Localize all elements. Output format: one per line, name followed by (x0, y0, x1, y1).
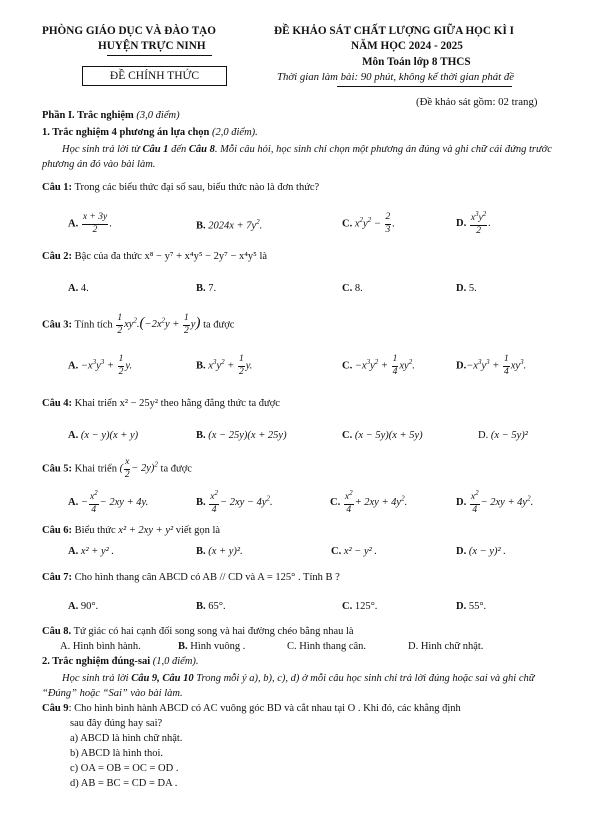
q4-option-b (196, 430, 287, 441)
q7-label: Câu 7: (42, 572, 73, 583)
q6-label: Câu 6: (42, 525, 73, 536)
q6-text: viết gọn là (173, 525, 221, 536)
sec2-points: (1,0 điểm). (152, 656, 199, 667)
option-letter: C. (287, 641, 297, 652)
option-letter: C. (342, 283, 353, 294)
option-letter: B. (196, 546, 206, 557)
q5-option-c: C. $\frac{x^2}{4}$ + $2xy + 4y^2$. (330, 489, 408, 515)
option-text: 4. (80, 283, 89, 294)
option-letter: A. (68, 546, 79, 557)
exam-title: ĐỀ KHẢO SÁT CHẤT LƯỢNG GIỮA HỌC KÌ I (274, 25, 514, 37)
option-text: x² − y² . (343, 546, 378, 557)
sec2-heading (42, 656, 199, 667)
option-text: Hình bình hành. (72, 641, 141, 652)
q4-option-a (68, 430, 138, 441)
part1-title: Phần I. Trắc nghiệm (42, 110, 134, 121)
q9-item-a: a) ABCD là hình chữ nhật. (70, 733, 183, 744)
option-letter: B. (196, 360, 206, 372)
q7-option-b (196, 601, 226, 612)
option-letter: D. (456, 360, 467, 372)
q8-option-c (287, 641, 366, 652)
q6-option-d (456, 546, 506, 557)
sec1-points: (2,0 điểm). (212, 127, 258, 138)
option-text: (x − y)(x + y) (80, 430, 139, 441)
option-letter: C. (331, 546, 342, 557)
q1-option-a: A. $\frac{x + 3y}{2}$ . (68, 212, 112, 235)
q3-label: Câu 3: (42, 319, 73, 331)
q6-option-b (196, 546, 243, 557)
instr-part: Học sinh trả lời từ (62, 144, 143, 155)
q1-option-c: C. $x^2y^2$ − $\frac{2}{3}$ . (342, 212, 395, 235)
option-text: Hình vuông . (190, 641, 246, 652)
school-year: NĂM HỌC 2024 - 2025 (351, 40, 463, 52)
q6-text: Biểu thức (72, 525, 119, 536)
q8-option-d (408, 641, 483, 652)
q7-option-d (456, 601, 486, 612)
option-letter: A. (68, 430, 79, 441)
q7-text: Cho hình thang cân ABCD có AB // CD và A = 125° . Tính B ? (72, 572, 340, 583)
time-underline (337, 86, 512, 87)
option-text: 8. (354, 283, 363, 294)
q2-label: Câu 2: (42, 251, 73, 262)
option-text: Hình thang cân. (299, 641, 367, 652)
instr-part: Trong mỗi ý a), b), c), d) ở mỗi câu học sinh chỉ trả lời đúng hoặc sai và ghi chữ “Đúng” hoặc “Sai” vào bài làm. (42, 673, 535, 699)
option-text: 7. (208, 283, 217, 294)
option-letter: A. (68, 496, 79, 508)
option-text: Hình chữ nhật. (420, 641, 484, 652)
part1-points: (3,0 điểm) (136, 110, 180, 121)
option-letter: D. (408, 641, 419, 652)
option-letter: B. (196, 220, 206, 232)
q5-option-b: B. $\frac{x^2}{4}$ − $2xy - 4y^2$. (196, 489, 273, 515)
option-letter: B. (178, 641, 188, 652)
org-underline (107, 55, 212, 56)
option-text: 5. (468, 283, 477, 294)
q6-stem (42, 525, 220, 536)
q2-option-a (68, 283, 89, 294)
q5-stem: Câu 5: Khai triển ( $\frac{x}{2}$ − 2y)$^2$ ta được (42, 457, 192, 480)
q4-stem (42, 398, 280, 409)
org-line2: HUYỆN TRỰC NINH (98, 40, 206, 52)
q5-text: Khai triển (72, 463, 120, 475)
q8-option-a (60, 641, 141, 652)
option-letter: C. (342, 360, 353, 372)
option-text: 125°. (354, 601, 378, 612)
option-letter: A. (68, 218, 79, 230)
option-letter: B. (196, 601, 206, 612)
q3-option-c: C. $-x^3y^2$ + $\frac{1}{4}$ $xy^2$. (342, 354, 415, 377)
q4-label: Câu 4: (42, 398, 73, 409)
part1-heading (42, 110, 180, 121)
q1-stem (42, 182, 319, 193)
q1-label: Câu 1: (42, 182, 73, 193)
q3-option-d: $D.-x^3y^3$ + $\frac{1}{4}$ $xy^3$. (456, 354, 527, 377)
q9-stem (42, 703, 461, 714)
option-letter: C. (342, 430, 353, 441)
official-label: ĐỀ CHÍNH THỨC (82, 66, 227, 86)
option-letter: D. (478, 430, 489, 441)
option-text: (x − 5y)(x + 5y) (354, 430, 423, 441)
option-letter: D. (456, 601, 467, 612)
option-letter: A. (68, 360, 79, 372)
org-line1: PHÒNG GIÁO DỤC VÀ ĐÀO TẠO (42, 25, 216, 37)
option-letter: D. (456, 496, 467, 508)
option-text: 65°. (208, 601, 226, 612)
sec1-instruction (42, 142, 557, 172)
q5-option-a: A. − $\frac{x^2}{4}$ − 2xy + 4y. (68, 489, 149, 515)
option-letter: D. (456, 283, 467, 294)
sec2-title: 2. Trắc nghiệm đúng-sai (42, 656, 151, 667)
q2-option-b (196, 283, 216, 294)
instr-part: Câu 1 (142, 144, 169, 155)
option-text: x² + y² . (80, 546, 115, 557)
sec1-title: 1. Trắc nghiệm 4 phương án lựa chọn (42, 127, 210, 138)
q7-option-c (342, 601, 377, 612)
instr-part: Học sinh trả lời (62, 673, 132, 684)
subject: Môn Toán lớp 8 THCS (362, 56, 471, 68)
option-letter: D. (456, 217, 467, 229)
q7-option-a (68, 601, 98, 612)
q3-option-b: B. $x^3y^2$ + $\frac{1}{2}$ y. (196, 354, 253, 377)
option-letter: C. (330, 496, 341, 508)
q2-expr: x⁸ − y⁷ + x⁴y⁵ − 2y⁷ − x⁴y⁵ (144, 251, 257, 262)
option-text: (x − 5y)² (490, 430, 528, 441)
q9-item-d: d) AB = BC = CD = DA . (70, 778, 178, 789)
option-letter: A. (68, 283, 79, 294)
option-text: (x + y)². (208, 546, 243, 557)
q2-text: Bậc của đa thức (72, 251, 145, 262)
q5-label: Câu 5: (42, 463, 73, 475)
option-letter: B. (196, 283, 206, 294)
option-text: (x − 25y)(x + 25y) (208, 430, 287, 441)
q8-stem (42, 626, 354, 637)
option-letter: C. (342, 601, 353, 612)
time-note: Thời gian làm bài: 90 phút, không kể thời gian phát đề (277, 71, 515, 83)
option-letter: A. (68, 601, 79, 612)
sec1-heading (42, 127, 258, 138)
instr-part: Câu 8 (188, 144, 215, 155)
q2-option-d (456, 283, 477, 294)
q4-option-c (342, 430, 423, 441)
q7-stem (42, 572, 340, 583)
q3-text: Tính tích (72, 319, 116, 331)
q3-stem: Câu 3: Tính tích $\frac{1}{2}$ $xy^2.(-2x^2y$ + $\frac{1}{2}$ y) ta được (42, 313, 235, 336)
q2-option-c (342, 283, 363, 294)
option-letter: B. (196, 430, 206, 441)
q2-stem (42, 251, 267, 262)
q9-item-b: b) ABCD là hình thoi. (70, 748, 164, 759)
q1-option-b: B. $2024x + 7y^2$. (196, 218, 263, 232)
option-text: (x − y)² . (468, 546, 506, 557)
q4-option-d (478, 430, 528, 441)
q9-stem-line2: sau đây đúng hay sai? (70, 718, 163, 729)
q6-option-a (68, 546, 114, 557)
q8-option-b (178, 641, 245, 652)
q5-option-d: D. $\frac{x^2}{4}$ − $2xy + 4y^2$. (456, 489, 534, 515)
q2-text: là (256, 251, 268, 262)
q1-text: Trong các biểu thức đại số sau, biểu thức nào là đơn thức? (72, 182, 320, 193)
q8-text: Tứ giác có hai cạnh đối song song và hai đường chéo bằng nhau là (71, 626, 354, 637)
sec2-instruction (42, 671, 557, 701)
q4-expr: x² − 25y² (119, 398, 159, 409)
option-letter: A. (60, 641, 71, 652)
q3-text: ta được (200, 319, 235, 331)
q4-text: Khai triển (72, 398, 120, 409)
q9-item-c: c) OA = OB = OC = OD . (70, 763, 179, 774)
q9-label: Câu 9 (42, 703, 69, 714)
instr-part: Câu 9, Câu 10 (131, 673, 194, 684)
q6-expr: x² + 2xy + y² (118, 525, 174, 536)
instr-part: . Mỗi câu hỏi, học sinh chỉ chọn một phương án đúng và ghi chữ cái đứng trước phương án đó vào bài làm. (42, 144, 552, 170)
option-text: 90°. (80, 601, 99, 612)
q5-text: ta được (157, 463, 192, 475)
pages-note: (Đề khảo sát gồm: 02 trang) (416, 96, 538, 108)
q3-option-a: A. $-x^3y^3$ + $\frac{1}{2}$ y. (68, 354, 133, 377)
q4-text: theo hằng đẳng thức ta được (158, 398, 280, 409)
option-letter: D. (456, 546, 467, 557)
option-letter: C. (342, 218, 353, 230)
q1-option-d: D. $\frac{x^3y^2}{2}$ . (456, 210, 491, 236)
q8-label: Câu 8. (42, 626, 72, 637)
q9-text: : Cho hình bình hành ABCD có AC vuông góc BD và cắt nhau tại O . Khi đó, các khẳng định (68, 703, 461, 714)
instr-part: đến (168, 144, 189, 155)
option-text: 55°. (468, 601, 487, 612)
q6-option-c (331, 546, 377, 557)
option-letter: B. (196, 496, 206, 508)
